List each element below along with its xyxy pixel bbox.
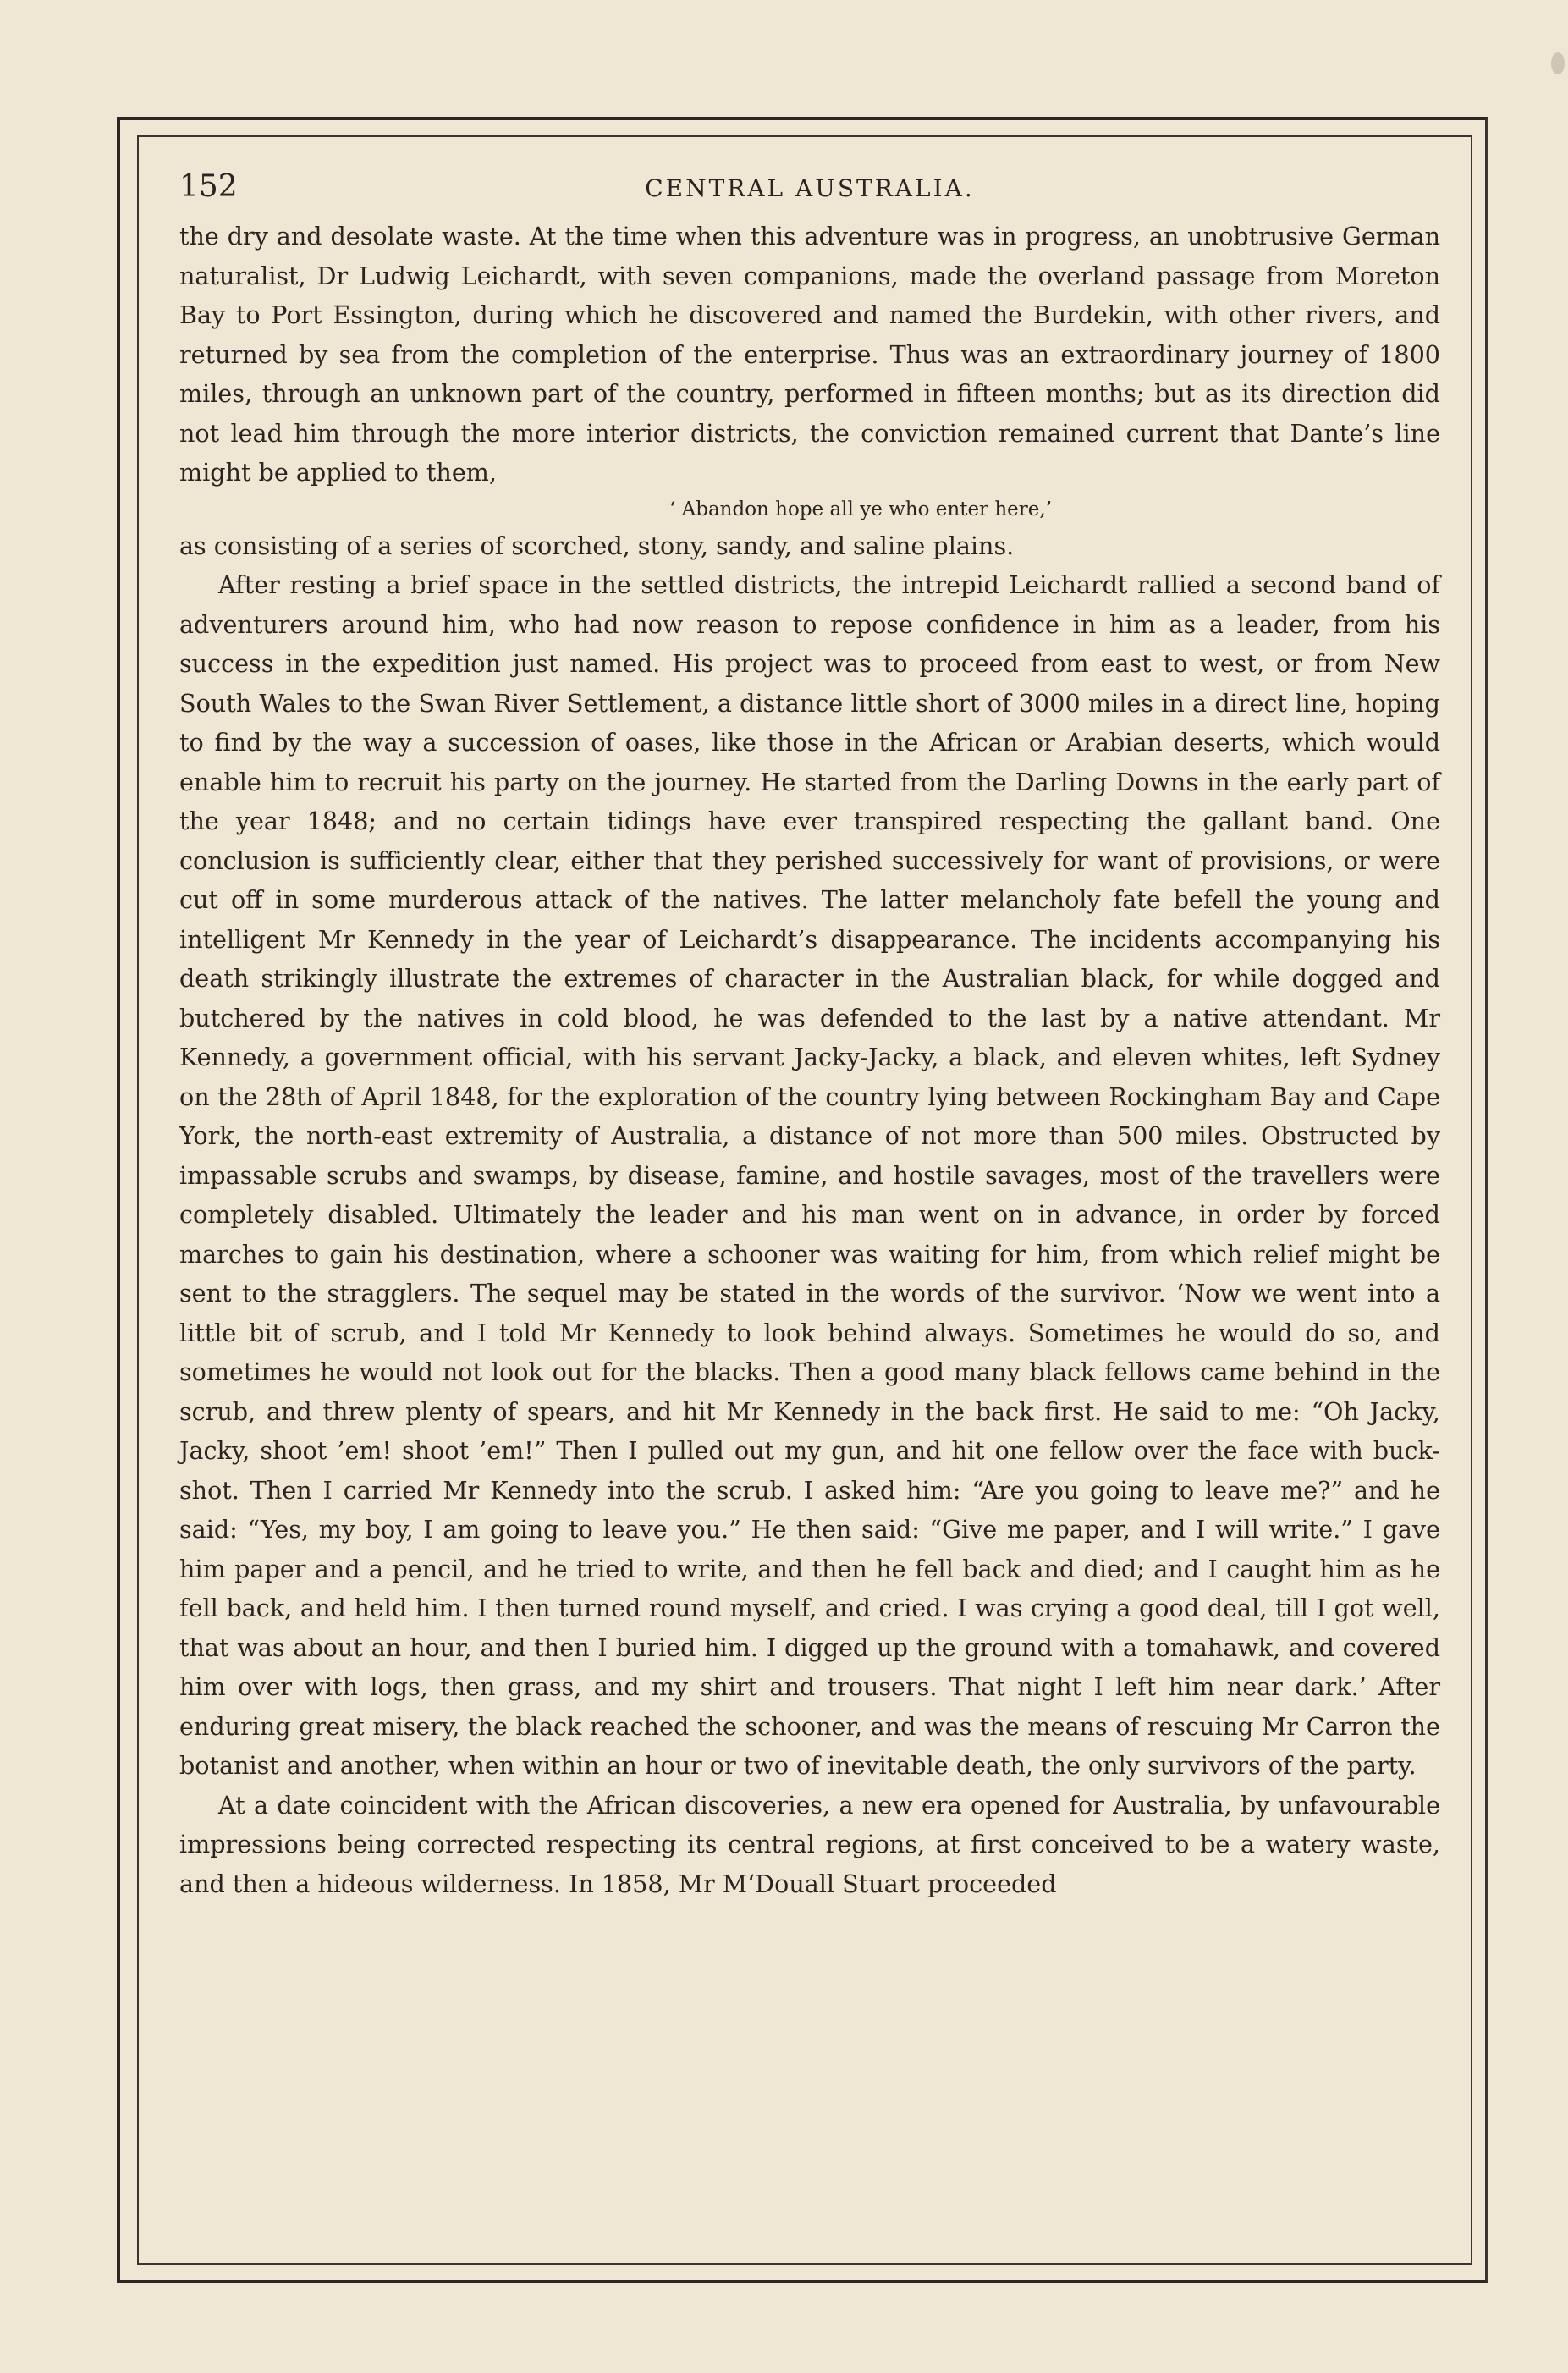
paragraph-continued: the dry and desolate waste. At the time when this adventure was in progress, an unobtrusive German naturalist, Dr Ludwig Leichardt, with seven companions, made the overland passage from Moreton Bay to Port Essington, during which he discovered and named the Burdekin, with other rivers, and returned by sea from the completion of the enterprise. Thus was an extraordinary journey of 1800 miles, through an unknown part of the country, performed in fifteen months; but as its direction did not lead him through the more interior districts, the conviction remained current that Dante’s line might be applied to them,	[179, 222, 1440, 487]
running-head	[179, 169, 1440, 210]
dante-quotation: ‘ Abandon hope all ye who enter here,’	[668, 498, 1053, 520]
page-number: 152	[179, 169, 238, 204]
running-title: CENTRAL AUSTRALIA.	[645, 174, 975, 202]
book-page	[179, 169, 1440, 1903]
paragraph-new-era: At a date coincident with the African discoveries, a new era opened for Australia, by unfavourable impressions being corrected respecting its central regions, at first conceived to be a watery waste, and then a hideous wilderness. In 1858, Mr M‘Douall Stuart proceeded	[179, 1790, 1440, 1898]
paragraph-continuation: as consisting of a series of scorched, stony, sandy, and saline plains.	[179, 531, 1015, 560]
paper-stain	[1551, 52, 1565, 74]
paragraph-leichardt-kennedy: After resting a brief space in the settled districts, the intrepid Leichardt rallied a second band of adventurers around him, who had now reason to repose confidence in him as a leader, from his success in the expedition just named. His project was to proceed from east to west, or from New South Wales to the Swan River Settlement, a distance little short of 3000 miles in a direct line, hoping to find by the way a succession of oases, like those in the African or Arabian deserts, which would enable him to recruit his party on the journey. He started from the Darling Downs in the early part of the year 1848; and no certain tidings have ever transpired respecting the gallant band. One conclusion is sufficiently clear, either that they perished successively for want of provisions, or were cut off in some murderous attack of the natives. The latter melancholy fate befell the young and intelligent Mr Kennedy in the year of Leichardt’s disappearance. The incidents accompanying his death strikingly illustrate the extremes of character in the Australian black, for while dogged and butchered by the natives in cold blood, he was defended to the last by a native attendant. Mr Kennedy, a government official, with his servant Jacky-Jacky, a black, and eleven whites, left Sydney on the 28th of April 1848, for the exploration of the country lying between Rockingham Bay and Cape York, the north-east extremity of Australia, a distance of not more than 500 miles. Obstructed by impassable scrubs and swamps, by disease, famine, and hostile savages, most of the travellers were completely disabled. Ultimately the leader and his man went on in advance, in order by forced marches to gain his destination, where a schooner was waiting for him, from which relief might be sent to the stragglers. The sequel may be stated in the words of the survivor. ‘Now we went into a little bit of scrub, and I told Mr Kennedy to look behind always. Sometimes he would do so, and sometimes he would not look out for the blacks. Then a good many black fellows came behind in the scrub, and threw plenty of spears, and hit Mr Kennedy in the back first. He said to me: “Oh Jacky, Jacky, shoot ’em! shoot ’em!” Then I pulled out my gun, and hit one fellow over the face with buck-shot. Then I carried Mr Kennedy into the scrub. I asked him: “Are you going to leave me?” and he said: “Yes, my boy, I am going to leave you.” He then said: “Give me paper, and I will write.” I gave him paper and a pencil, and he tried to write, and then he fell back and died; and I caught him as he fell back, and held him. I then turned round myself, and cried. I was crying a good deal, till I got well, that was about an hour, and then I buried him. I digged up the ground with a tomahawk, and covered him over with logs, then grass, and my shirt and trousers. That night I left him near dark.’ After enduring great misery, the black reached the schooner, and was the means of rescuing Mr Carron the botanist and another, when within an hour or two of inevitable death, the only survivors of the party.	[179, 570, 1440, 1780]
body-text	[179, 217, 1440, 1903]
